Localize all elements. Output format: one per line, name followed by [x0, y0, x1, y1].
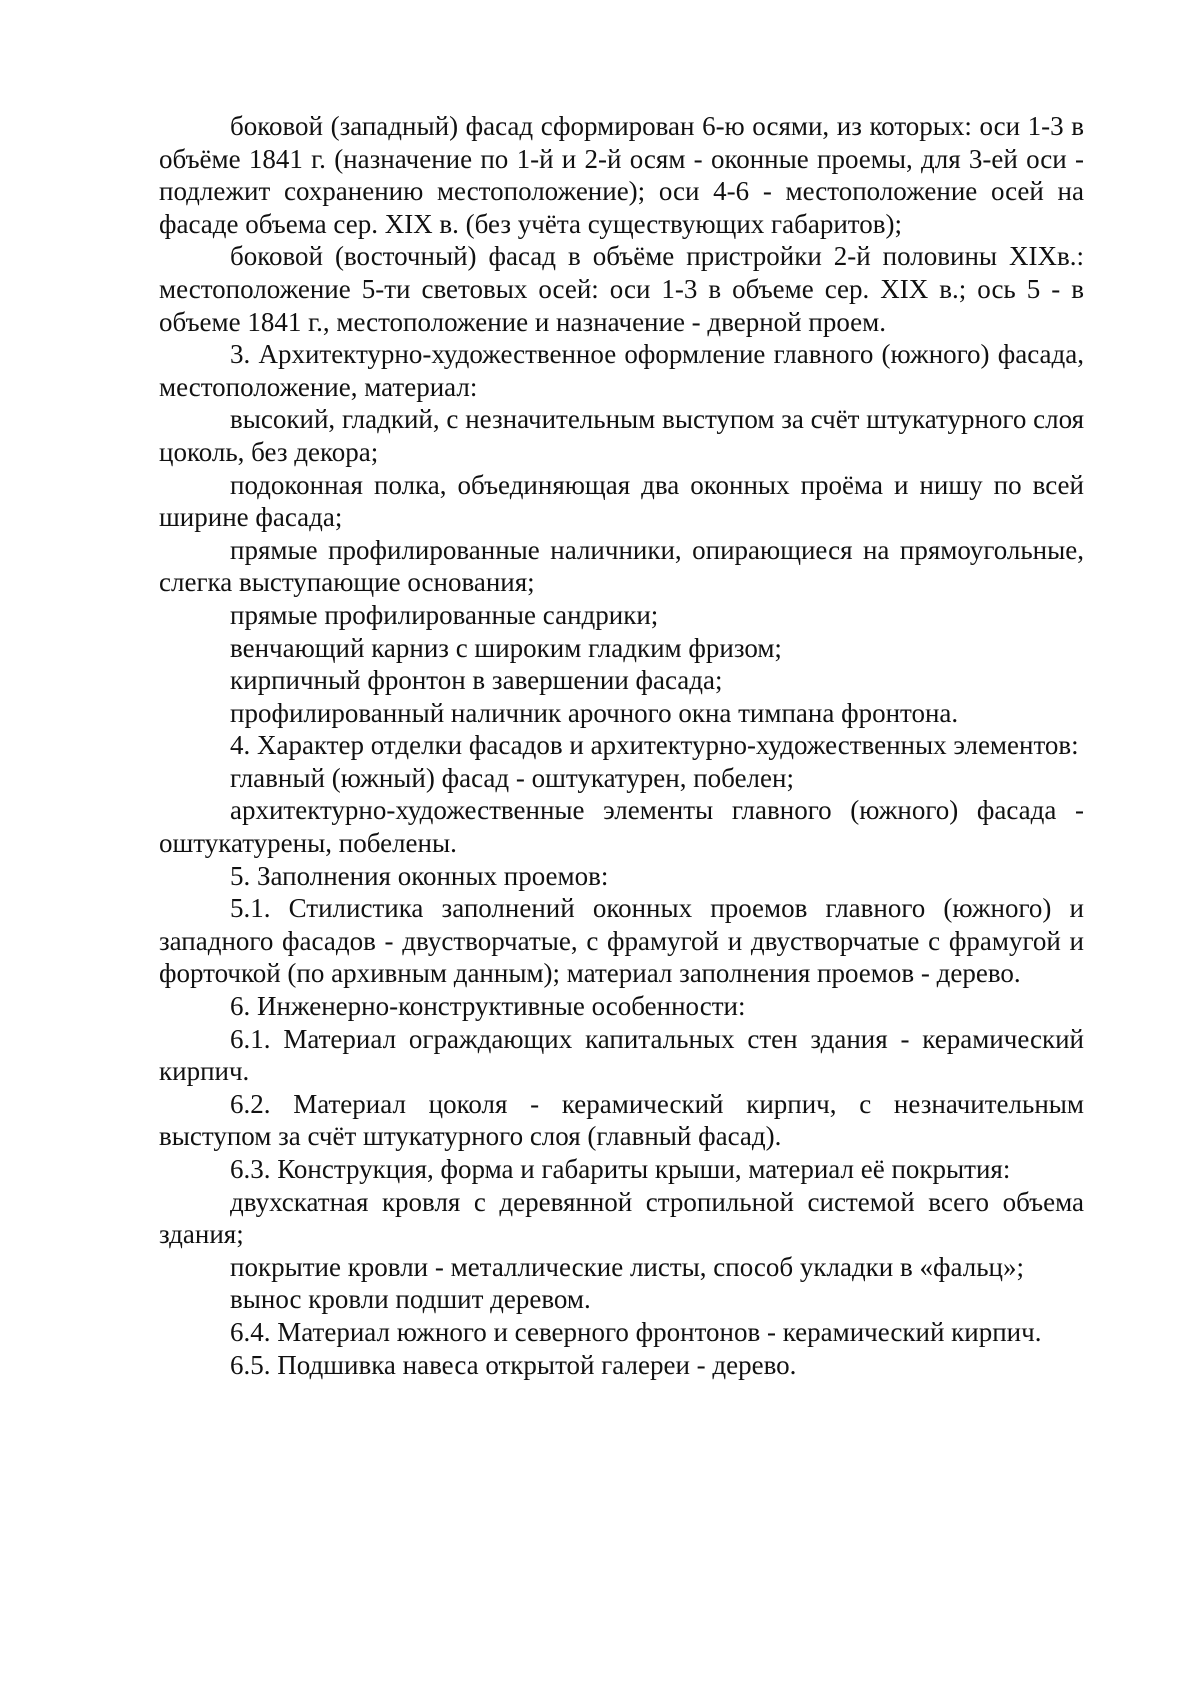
paragraph-section-4: 4. Характер отделки фасадов и архитектурно-художественных элементов: [230, 730, 1079, 761]
paragraph-section-6-1: 6.1. Материал ограждающих капитальных стен здания - керамический кирпич. [159, 1023, 1084, 1087]
paragraph-arch-window: профилированный наличник арочного окна тимпана фронтона. [230, 697, 959, 728]
paragraph-sandriki: прямые профилированные сандрики; [230, 599, 659, 630]
paragraph-east-facade: боковой (восточный) фасад в объёме пристройки 2-й половины XIXв.: местоположение 5-ти световых осей: оси 1-3 в объеме сер. XIX в.; ось 5 - в объеме 1841 г., местоположение и назначение - дверной проем. [159, 241, 1084, 337]
paragraph-roof-structure: двухскатная кровля с деревянной стропильной системой всего объема здания; [159, 1186, 1084, 1250]
paragraph-main-facade-finish: главный (южный) фасад - оштукатурен, побелен; [230, 762, 794, 793]
paragraph-section-6-5: 6.5. Подшивка навеса открытой галереи - дерево. [230, 1349, 797, 1380]
paragraph-section-6-3: 6.3. Конструкция, форма и габариты крыши, материал её покрытия: [230, 1154, 1011, 1184]
paragraph-section-6: 6. Инженерно-конструктивные особенности: [230, 991, 746, 1022]
paragraph-section-5: 5. Заполнения оконных проемов: [230, 860, 609, 891]
paragraph-plinth: высокий, гладкий, с незначительным выступом за счёт штукатурного слоя цоколь, без декора; [159, 404, 1084, 467]
paragraph-roof-overhang: вынос кровли подшит деревом. [230, 1284, 591, 1315]
paragraph-section-6-4: 6.4. Материал южного и северного фронтонов - керамический кирпич. [230, 1316, 1042, 1347]
paragraph-roof-covering: покрытие кровли - металлические листы, способ укладки в «фальц»; [230, 1251, 1024, 1282]
paragraph-architraves: прямые профилированные наличники, опирающиеся на прямоугольные, слегка выступающие основания; [159, 534, 1084, 598]
paragraph-section-3: 3. Архитектурно-художественное оформление главного (южного) фасада, местоположение, материал: [159, 339, 1084, 402]
paragraph-west-facade: боковой (западный) фасад сформирован 6-ю осями, из которых: оси 1-3 в объёме 1841 г. (назначение по 1-й и 2-й осям - оконные проемы, для 3-ей оси - подлежит сохранению местоположение); оси 4-6 - местоположение осей на фасаде объема сер. XIX в. (без учёта существующих габаритов); [159, 111, 1084, 239]
paragraph-cornice: венчающий карниз с широким гладким фризом; [230, 632, 782, 663]
document-page [159, 110, 1084, 1381]
paragraph-window-sill: подоконная полка, объединяющая два оконных проёма и нишу по всей ширине фасада; [159, 469, 1084, 533]
paragraph-pediment: кирпичный фронтон в завершении фасада; [230, 665, 723, 696]
paragraph-section-6-2: 6.2. Материал цоколя - керамический кирпич, с незначительным выступом за счёт штукатурного слоя (главный фасад). [159, 1088, 1084, 1152]
paragraph-section-5-1: 5.1. Стилистика заполнений оконных проемов главного (южного) и западного фасадов - двустворчатые, с фрамугой и двустворчатые с фрамугой и форточкой (по архивным данным); материал заполнения проемов - дерево. [159, 893, 1084, 989]
paragraph-elements-finish: архитектурно-художественные элементы главного (южного) фасада - оштукатурены, побелены. [159, 795, 1084, 859]
